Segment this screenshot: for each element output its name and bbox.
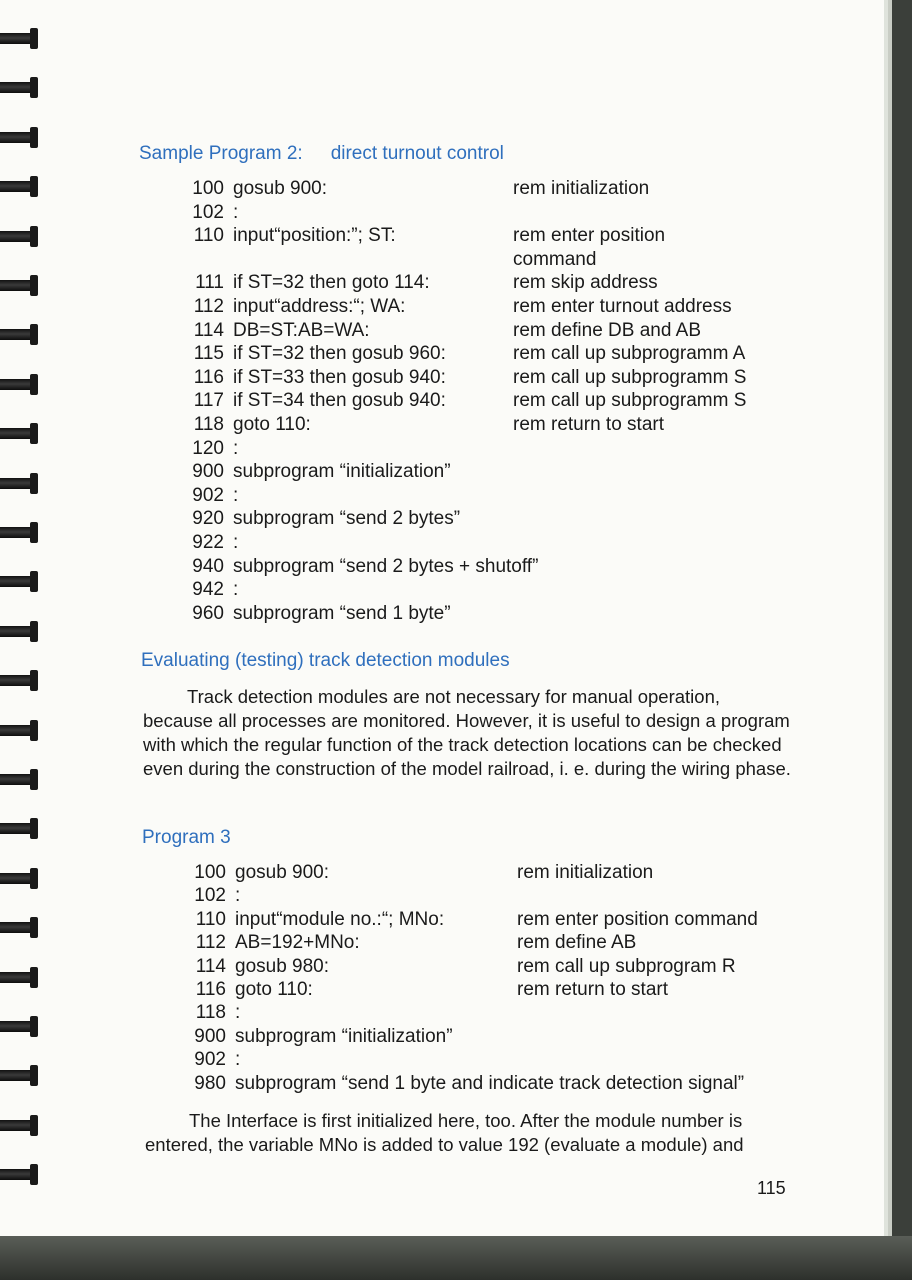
code-remark: rem enter position (513, 225, 666, 247)
code-remark: rem return to start (513, 413, 664, 435)
line-number: 120 (192, 437, 224, 459)
code-statement: : (233, 484, 239, 506)
binding-coil (0, 231, 38, 242)
code-statement: input“address:“; WA: (233, 295, 406, 317)
code-remark: rem define DB and AB (513, 319, 701, 341)
code-remark: rem define AB (517, 932, 637, 954)
code-remark: rem skip address (513, 272, 658, 294)
line-number: 940 (192, 555, 224, 577)
line-number: 902 (194, 1049, 226, 1071)
code-remark: rem call up subprogramm A (513, 343, 746, 365)
binding-coil (0, 478, 38, 489)
binding-coil (0, 428, 38, 439)
binding-coil (0, 527, 38, 538)
closing-paragraph-text: The Interface is first initialized here, too. After the module number is entered, the variable MNo is added to value 192 (evaluate a module) and (145, 1110, 744, 1155)
code-statement: : (235, 1002, 241, 1024)
code-statement: if ST=32 then goto 114: (233, 272, 430, 294)
line-number: 115 (193, 343, 224, 365)
line-number: 100 (194, 862, 226, 883)
line-number: 960 (192, 602, 224, 624)
line-number: 112 (193, 295, 224, 317)
evaluating-paragraph-text: Track detection modules are not necessary for manual operation, because all processes are monitored. However, it is useful to design a program with which the regular function of the track detection locations can be checked even during the construction of the model railroad, i. e. during the wiring phase. (143, 686, 791, 779)
line-number: 118 (193, 413, 224, 435)
binding-coil (0, 1169, 38, 1180)
binding-coil (0, 626, 38, 637)
line-number: 110 (195, 908, 226, 930)
sample-program-2-heading (139, 143, 504, 165)
code-statement: gosub 980: (235, 955, 330, 977)
binding-coil (0, 329, 38, 340)
line-number: 980 (194, 1072, 226, 1094)
binding-coil (0, 873, 38, 884)
line-number: 112 (195, 932, 226, 954)
binding-coil (0, 576, 38, 587)
code-statement: subprogram “initialization” (235, 1025, 453, 1047)
code-statement: subprogram “initialization” (233, 461, 451, 483)
code-statement: subprogram “send 1 byte and indicate track detection signal” (235, 1072, 745, 1094)
line-number: 942 (192, 579, 224, 601)
binding-coil (0, 823, 38, 834)
binding-coil (0, 922, 38, 933)
line-number: 117 (193, 390, 224, 412)
code-statement: gosub 900: (233, 178, 328, 199)
binding-coil (0, 1021, 38, 1032)
binding-coil (0, 82, 38, 93)
code-statement: if ST=33 then gosub 940: (233, 366, 446, 388)
code-statement: : (233, 437, 239, 459)
binding-coil (0, 1070, 38, 1081)
binding-coil (0, 181, 38, 192)
code-statement: : (235, 885, 241, 907)
code-statement: if ST=34 then gosub 940: (233, 390, 446, 412)
line-number: 102 (192, 201, 224, 223)
binding-coil (0, 1120, 38, 1131)
line-number: 100 (192, 178, 224, 199)
code-remark: rem enter turnout address (513, 295, 732, 317)
line-number: 114 (195, 955, 226, 977)
code-remark: rem initialization (513, 178, 650, 199)
binding-coil (0, 972, 38, 983)
program-3-heading: Program 3 (142, 827, 231, 848)
code-statement: : (235, 1049, 241, 1071)
binding-coil (0, 280, 38, 291)
code-remark: rem call up subprogramm S (513, 390, 747, 412)
line-number: 118 (195, 1002, 226, 1024)
line-number: 114 (193, 319, 224, 341)
line-number: 102 (194, 885, 226, 907)
binding-coil (0, 725, 38, 736)
code-remark: command (513, 248, 597, 270)
evaluating-section-heading: Evaluating (testing) track detection modules (141, 650, 510, 671)
code-statement: input“module no.:“; MNo: (235, 908, 445, 930)
line-number: 900 (192, 461, 224, 483)
code-remark: rem call up subprogram R (517, 955, 736, 977)
code-statement: AB=192+MNo: (235, 932, 360, 954)
code-statement: goto 110: (235, 978, 313, 1000)
line-number: 920 (192, 508, 224, 530)
code-statement: DB=ST:AB=WA: (233, 319, 370, 341)
code-statement: input“position:”; ST: (233, 225, 396, 247)
line-number: 116 (195, 978, 226, 1000)
code-remark: rem initialization (517, 862, 654, 883)
spiral-binding (0, 0, 44, 1236)
code-statement: gosub 900: (235, 862, 330, 883)
line-number: 116 (193, 366, 224, 388)
evaluating-section-paragraph (143, 685, 793, 781)
binding-coil (0, 33, 38, 44)
line-number: 111 (195, 272, 224, 294)
line-number: 922 (192, 531, 224, 553)
page-bottom-shadow (0, 1236, 912, 1280)
line-number: 110 (193, 225, 224, 247)
code-remark: rem enter position command (517, 908, 758, 930)
sample-program-2-label: Sample Program 2: (139, 143, 303, 164)
code-statement: subprogram “send 1 byte” (233, 602, 451, 624)
code-statement: subprogram “send 2 bytes” (233, 508, 461, 530)
binding-coil (0, 379, 38, 390)
code-statement: subprogram “send 2 bytes + shutoff” (233, 555, 539, 577)
line-number: 900 (194, 1025, 226, 1047)
code-remark: rem call up subprogramm S (513, 366, 747, 388)
code-remark: rem return to start (517, 978, 668, 1000)
binding-coil (0, 132, 38, 143)
code-statement: if ST=32 then gosub 960: (233, 343, 446, 365)
binding-coil (0, 675, 38, 686)
sample-program-2-title: direct turnout control (330, 143, 504, 164)
closing-paragraph (145, 1109, 785, 1157)
line-number: 902 (192, 484, 224, 506)
code-statement: goto 110: (233, 413, 311, 435)
code-statement: : (233, 579, 239, 601)
code-statement: : (233, 531, 239, 553)
code-statement: : (233, 201, 239, 223)
binding-coil (0, 774, 38, 785)
page-number: 115 (757, 1178, 786, 1198)
